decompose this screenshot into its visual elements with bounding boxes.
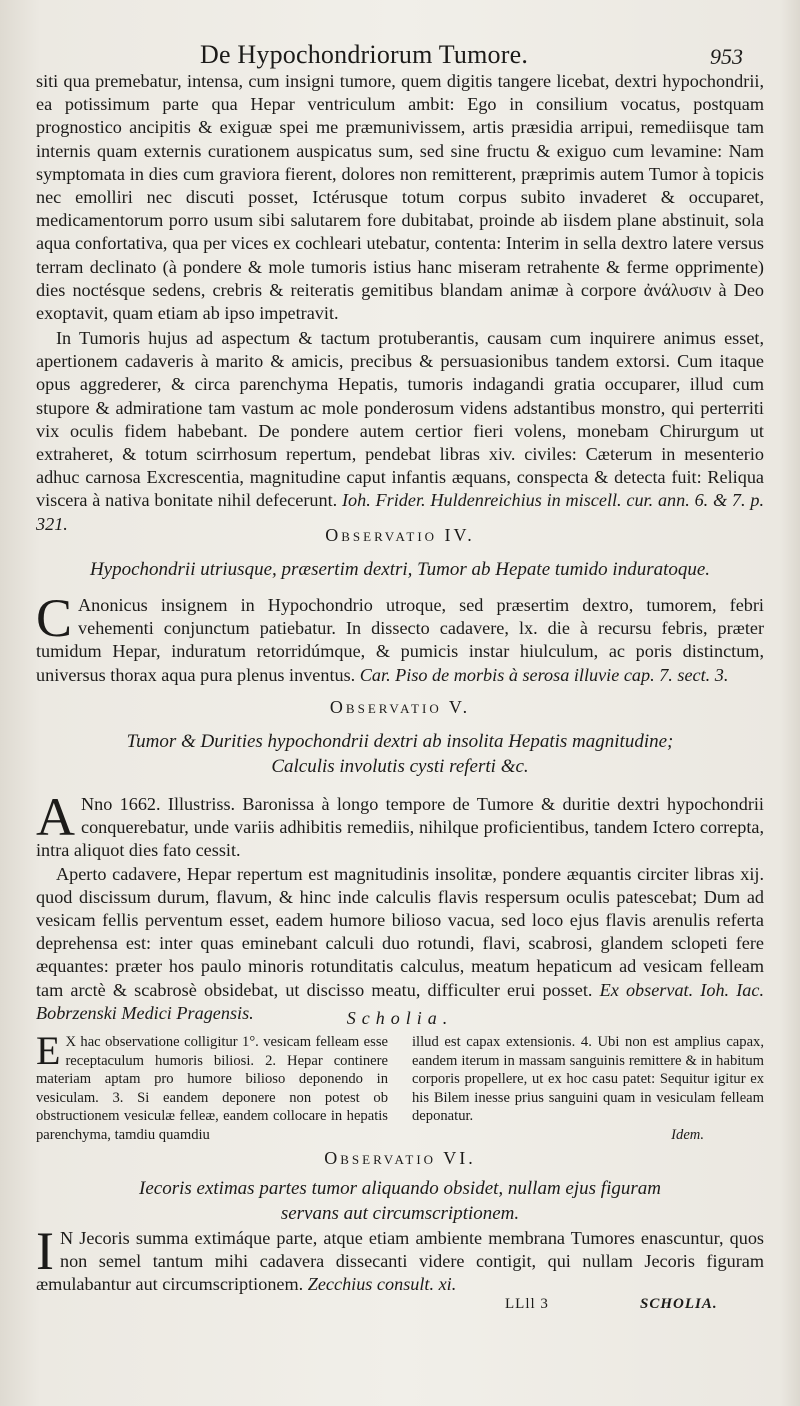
paragraph-continued-text: siti qua premebatur, intensa, cum insigni tumore, quem digitis tangere licebat, dextri hypochondrii, ea potissimum parte qua Hepar ventriculum ambit: Ego in consilium vocatus, postquam prognostico ancipitis & exiguæ spei me præmunivissem, artis præsidia arripui, remediisque tam internis quam externis curationem auspicatus sum, sed sine fructu & exiguo cum levamine: Nam symptomata in dies cum graviora fierent, dolores non remitterent, præprimis autem Tumor à topicis nec emolliri nec discuti posset, Ictérusque totum corpus subito invaderet & occuparet, medicamentorum porro usum sibi salutarem fore dubitabat, proinde ab iisdem plane abstinuit, sola aqua confortativa, qua per vices ex cochleari utebatur, contenta: Interim in sella dextro latere versus terram declinato (à pondere & mole tumoris istius hanc miseram retrahente & ferme opprimente) dies noctésque sedens, crebris & reiteratis gemitibus blandam animæ à corpore ἀνάλυσιν à Deo exoptavit, quam etiam ab ipso impetravit. <box>36 71 764 324</box>
observatio-4-body-text: Anonicus insignem in Hypochondrio utroque, sed præsertim dextro, tumorem, febri vehementi conjunctum patiebatur. In dissecto cadavere, lx. die à recursu febris, præter tumidum Hepar, induratum retorridúmque, & pumicis instar hiulculum, ac poris distinctum, universus thorax aqua pura plenus inventus. <box>36 595 764 685</box>
page-header <box>0 40 800 70</box>
citation-huldenreich: Ioh. Frider. Huldenreichius in miscell. cur. ann. 6. & 7. p. 321. <box>36 490 764 534</box>
citation-bobrzenski: Ex observat. Ioh. Iac. Bobrzenski Medici Pragensis. <box>36 979 765 1023</box>
scholia-citation: Idem. <box>671 1126 704 1143</box>
observatio-5-body-text-2: Aperto cadavere, Hepar repertum est magnitudinis insolitæ, pondere æquantis circiter libras xij. quod discissum durum, flavum, & hinc inde calculis flavis respersum oculis patescebat; Dum ad vesicam fellis perventum esset, eadem humore bilioso vacua, sed loco ejus flavis arenulis referta deprehensa est: inter quas eminebant calculi duo rotundi, flavi, scabrosi, glandem sclopeti fere æquantes: præter hos paulo minoris rotunditatis calculus, meatum hepaticum ad vesicam felleam tam arctè & scabrosè obsidebat, ut discisso meatu, difficulter erui posset. <box>36 863 764 1000</box>
citation-piso: Car. Piso de morbis à serosa illuvie cap. 7. sect. 3. <box>359 664 729 685</box>
scholia-right-text: illud est capax extensionis. 4. Ubi non est amplius capax, eandem iterum in massam sanguinis remittere & in habitum corporis propellere, ut ex hoc casu patet: Sequitur igitur ex his Bilem inesse prius sanguini quam in vesiculam felleam deponatur. <box>412 1034 764 1125</box>
observatio-5-text-1 <box>36 787 764 863</box>
observatio-6-text <box>36 1221 764 1297</box>
scholia-heading: Scholia. <box>346 1008 454 1028</box>
catchword: SCHOLIA. <box>640 1296 718 1312</box>
dropcap-e: E <box>36 1028 61 1073</box>
scholia-left-text: X hac observatione colligitur 1°. vesicam felleam esse receptaculum humoris biliosi. 2. Hepar continere materiam aptam pro humore bilioso deponendo in vesiculam. 3. Si eandem deponere non potest ob obstructionem vesiculæ felleæ, eandem collocare in hepatis parenchyma, tamdiu quamdiu <box>36 1034 388 1143</box>
continued-paragraph <box>36 70 764 325</box>
scholia-columns <box>36 1028 764 1143</box>
signature-mark: LLll 3 <box>505 1296 549 1312</box>
observatio-5-body <box>36 787 765 1025</box>
observatio-6-subtitle-1: Iecoris extimas partes tumor aliquando obsidet, nullam ejus figuram <box>139 1178 661 1199</box>
dropcap-i: I <box>36 1221 54 1281</box>
observatio-5-text-2 <box>36 863 764 1025</box>
observatio-4-body <box>36 588 764 687</box>
observatio-5-subtitle-1: Tumor & Durities hypochondrii dextri ab insolita Hepatis magnitudine; <box>126 731 674 752</box>
dropcap-a: A <box>36 787 75 847</box>
observatio-6-body <box>36 1221 764 1297</box>
paragraph-autopsy-body: In Tumoris hujus ad aspectum & tactum protuberantis, causam cum inquirere animus esset, apertionem cadaveris à marito & amicis, precibus & persuasionibus tandem extorsi. Cum itaque opus aggrederer, & circa parenchyma Hepatis, tumoris indagandi gratia occuparer, illud cum stupore & admiratione tam vastum ac mole ponderosum videns adstantibus monstro, qui perterriti vix oculis fidem habebant. De pondere autem certior fieri volens, monebam Chirurgum ut extraheret, & totum scirrhosum repertum, pendebat libras xiv. civiles: Cæterum in mesenterio adhuc carnosa Excrescentia, magnitudine caput infantis æquans, conspecta & detecta fuit: Reliqua viscera à nativa bonitate nihil defecerunt. <box>36 328 764 511</box>
dropcap-c: C <box>36 588 73 648</box>
observatio-6-body-text: N Jecoris summa extimáque parte, atque etiam ambiente membrana Tumores enascuntur, quos non semel tantum mihi cadavera dissecanti videre contigit, qui nullam Jecoris figuram æmulabantur aut circumscriptionem. <box>36 1228 764 1295</box>
observatio-5-heading: Observatio V. <box>329 697 471 717</box>
scholia-left-column <box>36 1028 388 1143</box>
observatio-6-heading: Observatio VI. <box>324 1148 476 1168</box>
observatio-6-subtitle-2: servans aut circumscriptionem. <box>280 1203 520 1224</box>
running-title: De Hypochondriorum Tumore. <box>200 40 529 69</box>
page-footer <box>0 1296 800 1320</box>
observatio-4-subtitle: Hypochondrii utriusque, præsertim dextri, Tumor ab Hepate tumido induratoque. <box>89 559 711 580</box>
page-number: 953 <box>710 44 743 69</box>
scholia-right-column <box>412 1033 764 1143</box>
citation-zecchius: Zecchius consult. xi. <box>307 1274 457 1295</box>
observatio-5-subtitle-2: Calculis involutis cysti referti &c. <box>271 756 529 777</box>
observatio-5-body-text-1: Nno 1662. Illustriss. Baronissa à longo tempore de Tumore & duritie dextri hypochondrii conquerebatur, unde variis adhibitis remediis, nihilque proficientibus, tandem Ictero correpta, intra aliquot dies fato cessit. <box>36 794 764 861</box>
observatio-4-heading: Observatio IV. <box>325 525 475 545</box>
observatio-4-text <box>36 588 764 687</box>
paragraph-autopsy-text <box>36 327 764 536</box>
paragraph-autopsy <box>36 327 764 536</box>
